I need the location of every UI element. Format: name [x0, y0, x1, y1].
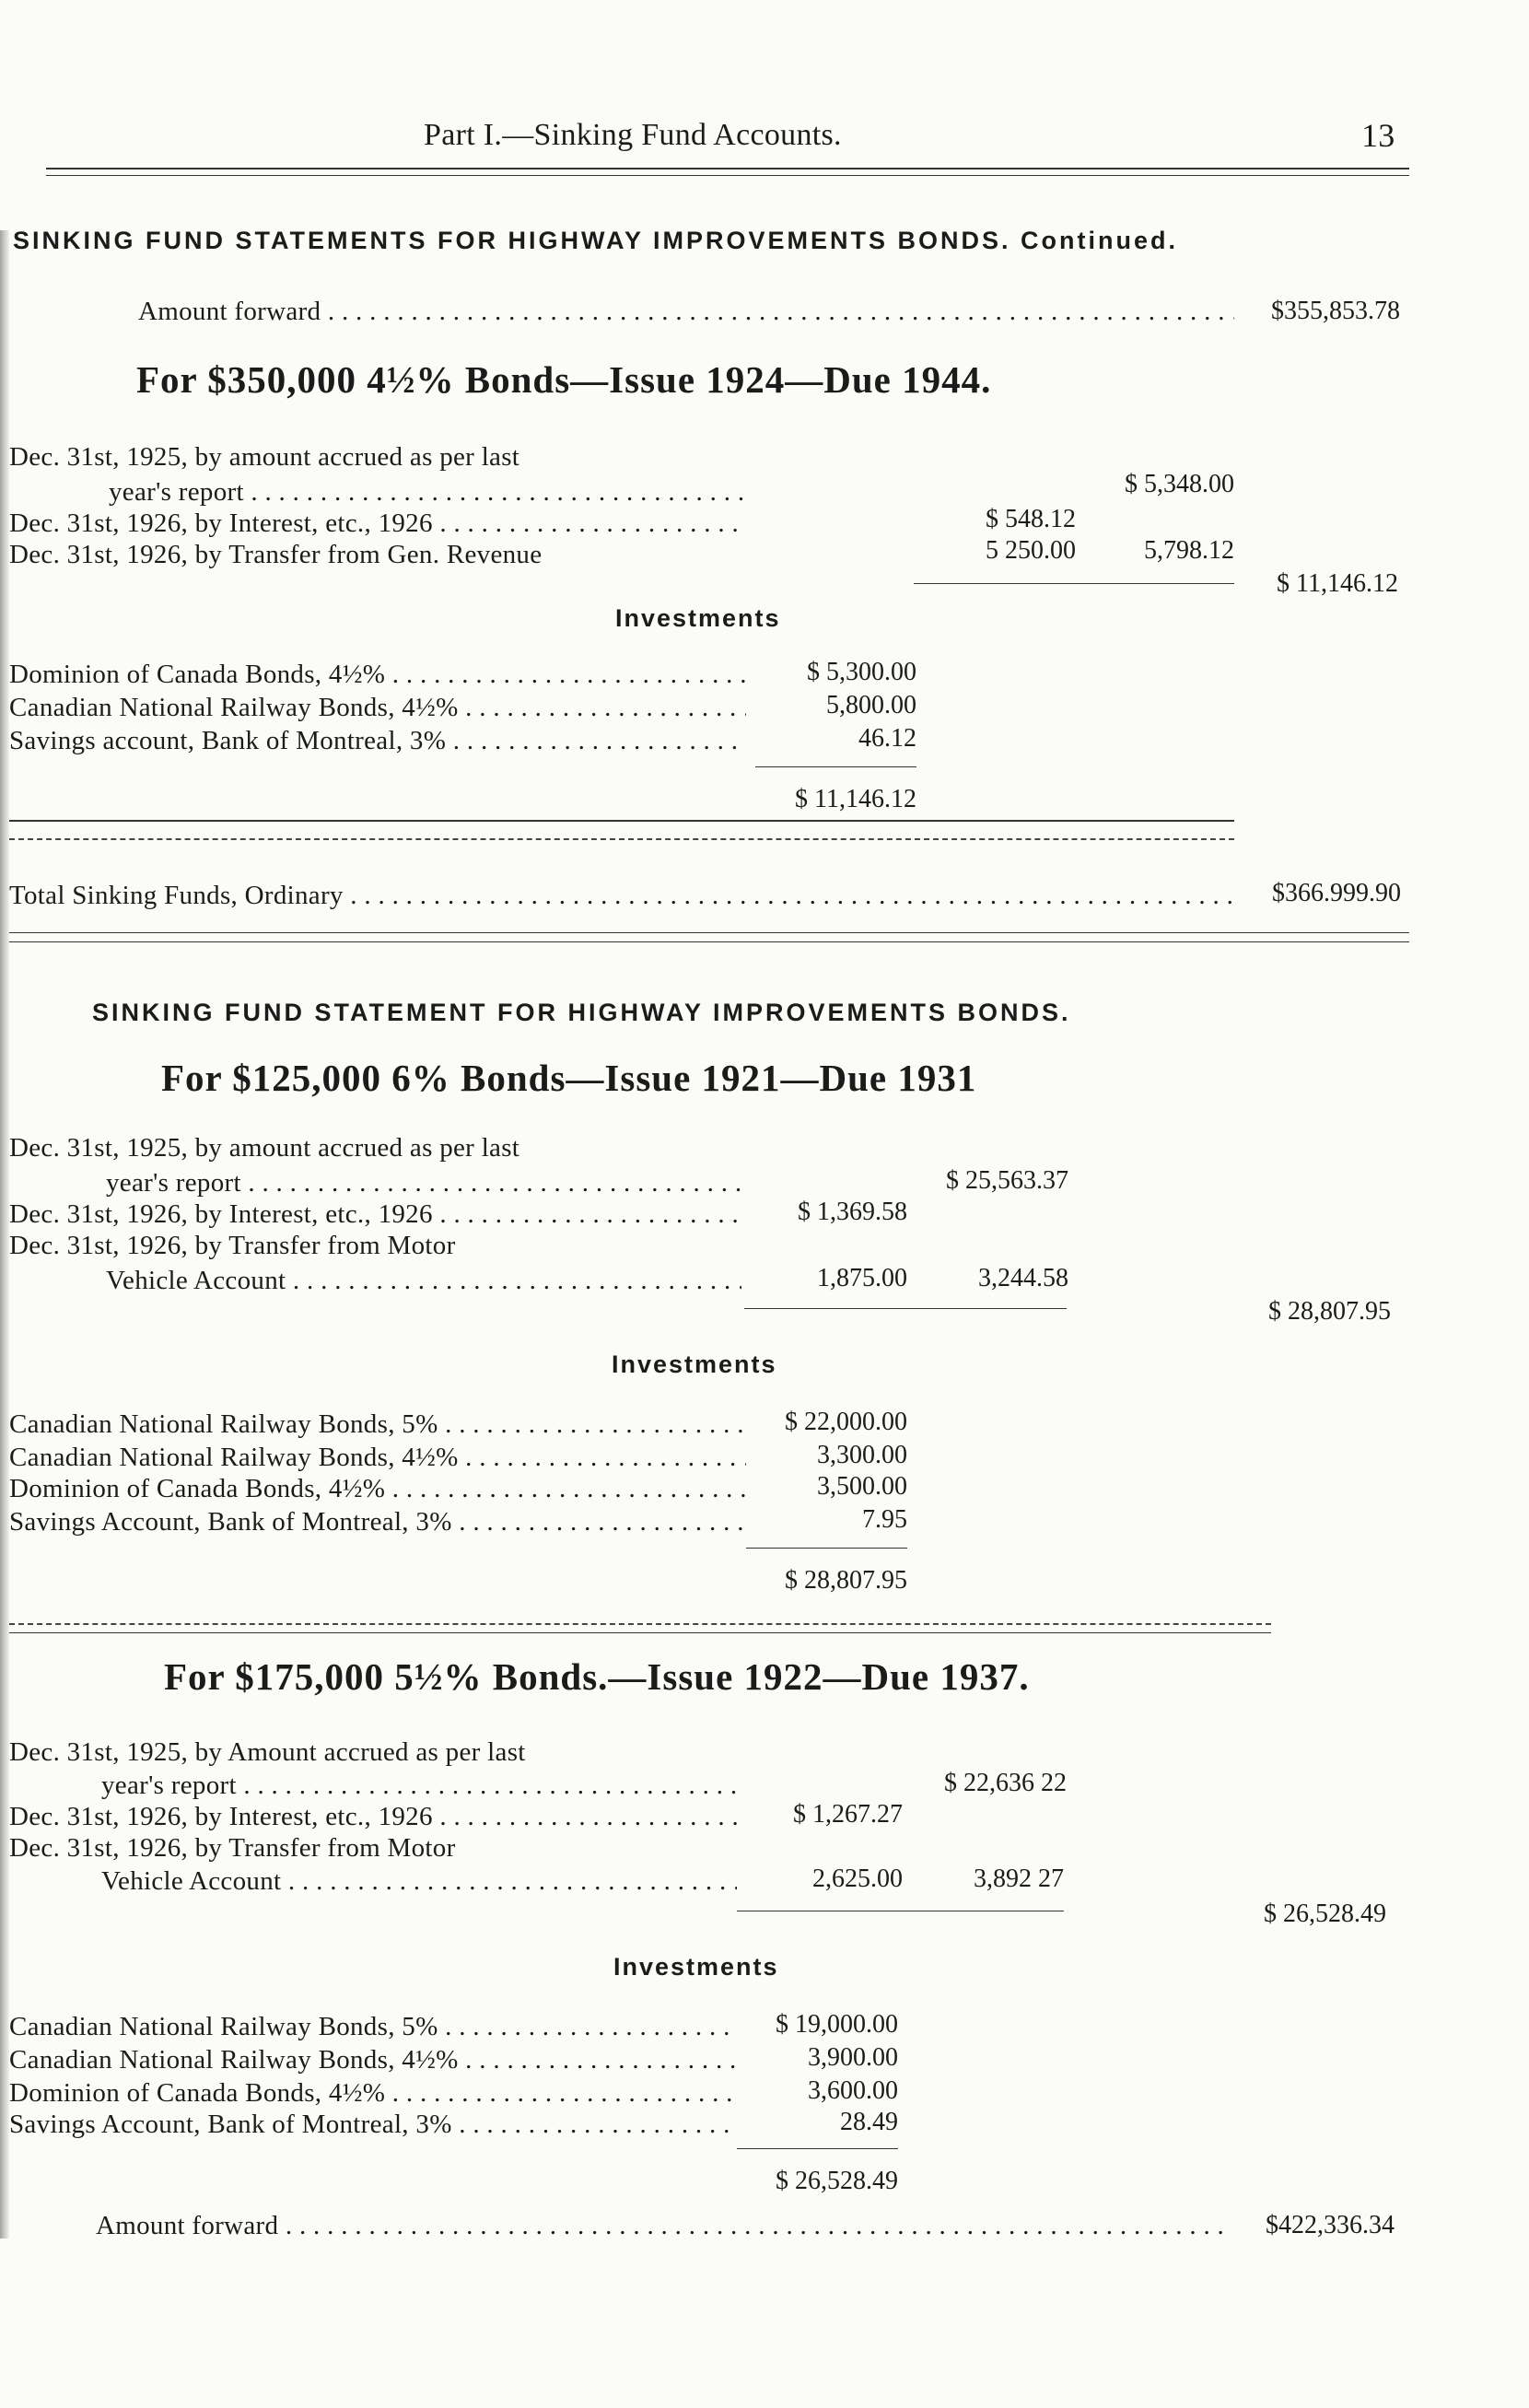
- section2-entry-1-col2: $ 25,563.37: [946, 1166, 1068, 1195]
- section2-end-rule-2: [9, 1632, 1271, 1633]
- section2-total-amount: $ 28,807.95: [1268, 1297, 1391, 1326]
- section1-investment-2: Canadian National Railway Bonds, 4½% . . .: [9, 693, 746, 723]
- section1-investment-1: Dominion of Canada Bonds, 4½% . . .: [9, 660, 746, 690]
- section2-entry-1-line1: Dec. 31st, 1925, by amount accrued as per last: [9, 1133, 520, 1163]
- section1-heading: SINKING FUND STATEMENTS FOR HIGHWAY IMPROVEMENTS BONDS. Continued.: [13, 227, 1179, 254]
- running-title: Part I.—Sinking Fund Accounts.: [424, 118, 842, 152]
- section3-investment-4-amount: 28.49: [840, 2108, 898, 2136]
- section3-investment-3: Dominion of Canada Bonds, 4½% . . .: [9, 2078, 737, 2109]
- section3-forward-label: Amount forward . . .: [96, 2211, 1229, 2241]
- section1-entry-1-line1: Dec. 31st, 1925, by amount accrued as per last: [9, 442, 520, 472]
- section1-entry-2: Dec. 31st, 1926, by Interest, etc., 1926 . . .: [9, 508, 746, 539]
- section2-investment-1-amount: $ 22,000.00: [785, 1408, 907, 1436]
- section1-end-rule: [9, 820, 1234, 822]
- section2-investments-rule: [746, 1548, 907, 1549]
- section2-end-rule: [9, 1623, 1271, 1625]
- section3-forward-amount: $422,336.34: [1266, 2211, 1395, 2239]
- ordinary-total-amount: $366.999.90: [1272, 879, 1401, 907]
- section3-entry-3-col2: 3,892 27: [974, 1864, 1064, 1893]
- section2-investment-4-amount: 7.95: [862, 1505, 907, 1534]
- section3-bond-title: For $175,000 5½% Bonds.—Issue 1922—Due 1937.: [164, 1655, 1030, 1698]
- section2-entry-2: Dec. 31st, 1926, by Interest, etc., 1926 . . .: [9, 1199, 746, 1230]
- section1-end-rule-2: [9, 838, 1234, 840]
- section1-investment-3-amount: 46.12: [858, 724, 916, 753]
- section3-entry-1-line1: Dec. 31st, 1925, by Amount accrued as per last: [9, 1737, 526, 1767]
- section3-investments-total: $ 26,528.49: [776, 2167, 898, 2195]
- page-binding-edge: [0, 230, 9, 2239]
- section2-entry-3-line1: Dec. 31st, 1926, by Transfer from Motor: [9, 1231, 456, 1260]
- section3-entry-3-line1: Dec. 31st, 1926, by Transfer from Motor: [9, 1833, 456, 1863]
- section2-investment-2-amount: 3,300.00: [817, 1441, 907, 1469]
- section1-entry-3-col2: 5,798.12: [1144, 536, 1234, 565]
- section1-investment-1-amount: $ 5,300.00: [807, 658, 916, 686]
- section1-entry-3-col1: 5 250.00: [986, 536, 1076, 565]
- section3-investments-heading: Investments: [613, 1953, 779, 1981]
- section2-entry-1-line2: year's report . . .: [106, 1168, 741, 1198]
- section1-bond-title: For $350,000 4½% Bonds—Issue 1924—Due 1944.: [136, 358, 992, 401]
- section3-investment-4: Savings Account, Bank of Montreal, 3% . . .: [9, 2110, 737, 2140]
- section2-investment-3: Dominion of Canada Bonds, 4½% . . .: [9, 1474, 746, 1504]
- section3-investment-1-amount: $ 19,000.00: [776, 2010, 898, 2039]
- section2-investment-2: Canadian National Railway Bonds, 4½% . . .: [9, 1443, 746, 1473]
- section2-entry-3-line2: Vehicle Account . . .: [106, 1266, 741, 1296]
- section2-investments-total: $ 28,807.95: [785, 1566, 907, 1595]
- header-rule: [46, 168, 1409, 169]
- page-number: 13: [1361, 117, 1395, 154]
- section2-entry-2-col1: $ 1,369.58: [798, 1198, 907, 1226]
- section3-investment-1: Canadian National Railway Bonds, 5% . . .: [9, 2012, 737, 2042]
- section2-investments-heading: Investments: [612, 1350, 777, 1378]
- section1-entry-1-line2: year's report . . .: [109, 477, 744, 508]
- section2-heading: SINKING FUND STATEMENT FOR HIGHWAY IMPROVEMENTS BONDS.: [92, 999, 1071, 1026]
- header-rule-2: [46, 175, 1409, 176]
- section1-investment-3: Savings account, Bank of Montreal, 3% . . .: [9, 726, 746, 756]
- ordinary-rule-2: [9, 941, 1409, 942]
- section1-investments-heading: Investments: [615, 604, 781, 632]
- section1-subtotal-rule: [914, 583, 1234, 584]
- ordinary-rule: [9, 932, 1409, 933]
- ordinary-total-label: Total Sinking Funds, Ordinary . . .: [9, 881, 1234, 911]
- section2-investment-4: Savings Account, Bank of Montreal, 3% . . .: [9, 1507, 746, 1537]
- section2-entry-3-col2: 3,244.58: [978, 1264, 1068, 1292]
- section1-entry-1-col2: $ 5,348.00: [1125, 470, 1234, 498]
- section1-entry-2-col1: $ 548.12: [986, 505, 1076, 533]
- section3-entry-3-line2: Vehicle Account . . .: [101, 1866, 737, 1897]
- section3-entry-2-col1: $ 1,267.27: [793, 1800, 903, 1829]
- section3-entry-3-col1: 2,625.00: [812, 1864, 903, 1893]
- section2-investment-3-amount: 3,500.00: [817, 1472, 907, 1501]
- section3-entry-1-line2: year's report . . .: [101, 1771, 737, 1801]
- section1-investments-total: $ 11,146.12: [795, 785, 916, 813]
- section1-entry-3: Dec. 31st, 1926, by Transfer from Gen. Revenue: [9, 540, 543, 569]
- section1-investment-2-amount: 5,800.00: [826, 691, 916, 719]
- section2-subtotal-rule: [744, 1308, 1067, 1309]
- section2-investment-1: Canadian National Railway Bonds, 5% . . .: [9, 1409, 746, 1440]
- section1-investments-rule: [755, 766, 916, 767]
- section1-forward-label: Amount forward . . .: [138, 297, 1234, 327]
- section1-forward-amount: $355,853.78: [1271, 297, 1400, 325]
- section3-entry-1-col2: $ 22,636 22: [944, 1769, 1067, 1797]
- section2-bond-title: For $125,000 6% Bonds—Issue 1921—Due 1931: [161, 1057, 977, 1099]
- section3-investment-3-amount: 3,600.00: [808, 2076, 898, 2105]
- section2-entry-3-col1: 1,875.00: [817, 1264, 907, 1292]
- section3-investment-2-amount: 3,900.00: [808, 2043, 898, 2072]
- section3-investments-rule: [737, 2148, 898, 2149]
- section3-investment-2: Canadian National Railway Bonds, 4½% . . .: [9, 2045, 737, 2075]
- section3-entry-2: Dec. 31st, 1926, by Interest, etc., 1926 . . .: [9, 1802, 746, 1832]
- section1-total-amount: $ 11,146.12: [1277, 569, 1398, 598]
- section3-total-amount: $ 26,528.49: [1264, 1900, 1386, 1928]
